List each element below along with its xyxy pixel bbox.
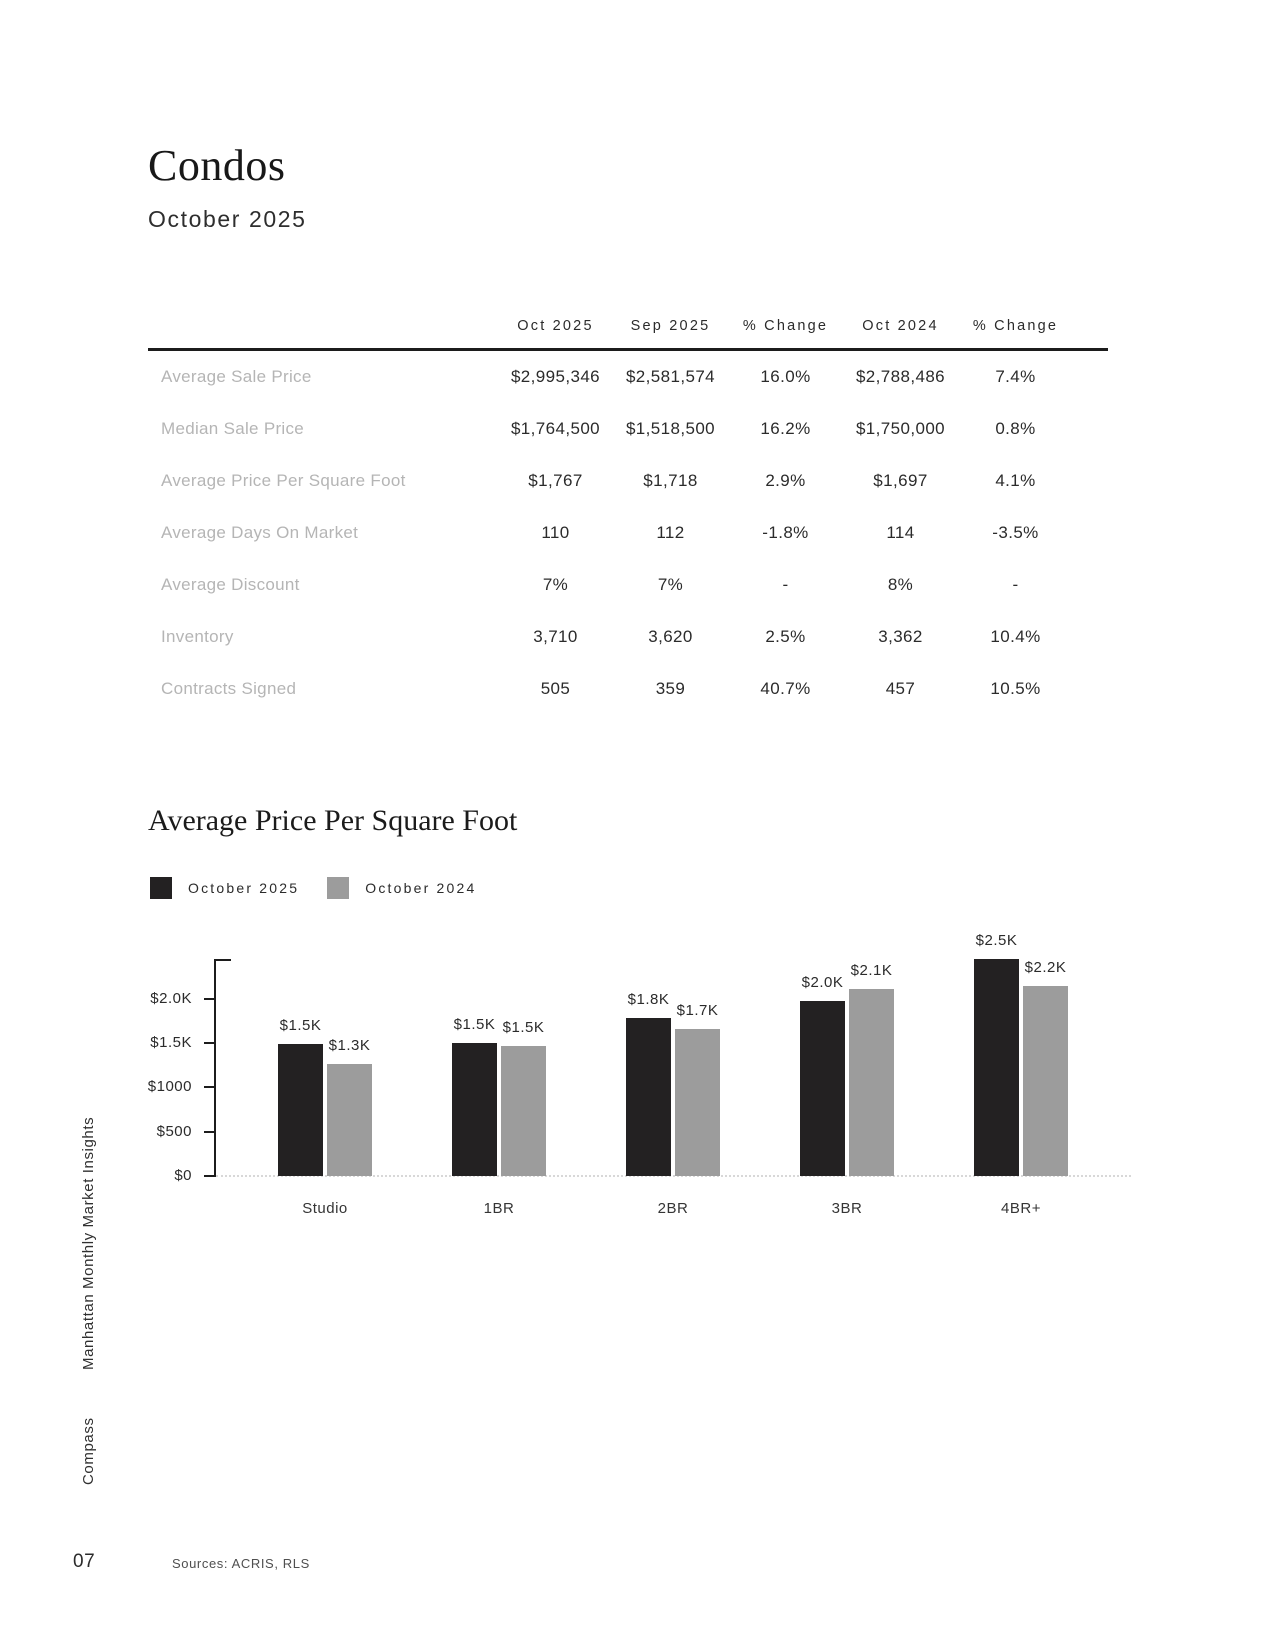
cell-value: $1,750,000 xyxy=(855,419,946,438)
y-tick xyxy=(204,1175,214,1177)
bar-chart-plot xyxy=(147,932,1131,1217)
bar-value-label: $2.1K xyxy=(850,962,893,979)
bar-value-label: $2.2K xyxy=(1024,959,1067,976)
cell-value: $1,697 xyxy=(873,471,928,490)
category-label: Studio xyxy=(302,1200,348,1217)
cell-value: 3,362 xyxy=(878,627,923,646)
y-tick-label: $2.0K xyxy=(150,989,192,1007)
category-label: 2BR xyxy=(657,1200,689,1217)
bar-oct-2025 xyxy=(974,959,1019,1176)
table-header-row xyxy=(148,318,1108,351)
bar-oct-2025 xyxy=(452,1043,497,1176)
cell-value: 7% xyxy=(657,575,684,594)
table-body xyxy=(148,351,1108,715)
metrics-table xyxy=(148,318,1108,715)
cell-value: $1,767 xyxy=(528,471,583,490)
sidebar-report-title: Manhattan Monthly Market Insights xyxy=(80,1116,97,1370)
table-row xyxy=(148,455,1108,507)
bar-oct-2025 xyxy=(800,1001,845,1176)
bar-value-label: $1.5K xyxy=(502,1019,545,1036)
cell-value: 7.4% xyxy=(995,367,1036,386)
table-row xyxy=(148,611,1108,663)
cell-value: 114 xyxy=(886,523,915,542)
column-header: % Change xyxy=(742,318,829,334)
cell-value: 359 xyxy=(655,679,686,698)
legend-item xyxy=(327,877,476,899)
cell-value: 4.1% xyxy=(995,471,1036,490)
bar-value-label: $2.5K xyxy=(975,932,1018,949)
cell-value: 16.0% xyxy=(760,367,811,386)
cell-value: 457 xyxy=(885,679,916,698)
legend-swatch xyxy=(327,877,349,899)
y-axis-line xyxy=(214,959,216,1177)
page-title: Condos xyxy=(148,141,286,190)
cell-value: 110 xyxy=(541,523,570,542)
bar-oct-2025 xyxy=(626,1018,671,1176)
legend-swatch xyxy=(150,877,172,899)
legend-label: October 2025 xyxy=(188,880,300,896)
bar-value-label: $1.8K xyxy=(627,991,670,1008)
cell-value: - xyxy=(782,575,789,594)
y-tick-label: $0 xyxy=(174,1167,192,1184)
row-label: Average Days On Market xyxy=(161,523,359,542)
cell-value: 3,620 xyxy=(648,627,693,646)
cell-value: 3,710 xyxy=(533,627,578,646)
cell-value: 2.5% xyxy=(765,627,806,646)
table-row xyxy=(148,351,1108,403)
bar-value-label: $2.0K xyxy=(801,974,844,991)
cell-value: 10.4% xyxy=(990,627,1041,646)
page-number: 07 xyxy=(73,1551,96,1572)
cell-value: -1.8% xyxy=(762,523,809,542)
bar-oct-2024 xyxy=(675,1029,720,1176)
bar-oct-2024 xyxy=(849,989,894,1176)
bar-value-label: $1.5K xyxy=(279,1017,322,1034)
y-tick-label: $1000 xyxy=(147,1078,192,1096)
row-label: Average Price Per Square Foot xyxy=(161,471,406,490)
bar-value-label: $1.5K xyxy=(453,1016,496,1033)
chart-title: Average Price Per Square Foot xyxy=(148,804,518,837)
category-label: 3BR xyxy=(831,1200,863,1217)
legend-label: October 2024 xyxy=(365,880,477,896)
cell-value: $1,718 xyxy=(643,471,698,490)
bar-oct-2024 xyxy=(501,1046,546,1176)
cell-value: $2,581,574 xyxy=(625,367,716,386)
cell-value: 2.9% xyxy=(765,471,806,490)
column-header: Sep 2025 xyxy=(630,318,711,334)
sources-note: Sources: ACRIS, RLS xyxy=(172,1556,310,1571)
cell-value: 8% xyxy=(887,575,914,594)
cell-value: $2,788,486 xyxy=(855,367,946,386)
bar-oct-2025 xyxy=(278,1044,323,1176)
cell-value: $1,518,500 xyxy=(625,419,716,438)
row-label: Inventory xyxy=(161,627,234,646)
cell-value: 16.2% xyxy=(760,419,811,438)
cell-value: $2,995,346 xyxy=(510,367,601,386)
column-header: % Change xyxy=(972,318,1059,334)
cell-value: 7% xyxy=(542,575,569,594)
header-spacer xyxy=(148,318,498,334)
column-header: Oct 2024 xyxy=(862,318,939,334)
chart-legend xyxy=(150,877,504,899)
legend-item xyxy=(150,877,299,899)
y-axis-top-cap xyxy=(214,959,231,961)
category-label: 1BR xyxy=(483,1200,515,1217)
y-tick xyxy=(204,998,214,1000)
table-row xyxy=(148,663,1108,715)
y-tick-label: $1.5K xyxy=(150,1034,192,1052)
y-tick xyxy=(204,1131,214,1133)
y-tick xyxy=(204,1042,214,1044)
y-tick-label: $500 xyxy=(156,1122,192,1140)
sidebar-brand: Compass xyxy=(80,1417,97,1485)
table-row xyxy=(148,507,1108,559)
row-label: Average Sale Price xyxy=(161,367,312,386)
category-label: 4BR+ xyxy=(1001,1200,1041,1217)
cell-value: 0.8% xyxy=(995,419,1036,438)
bar-value-label: $1.7K xyxy=(676,1002,719,1019)
page-subtitle: October 2025 xyxy=(148,206,307,232)
cell-value: -3.5% xyxy=(992,523,1039,542)
bar-value-label: $1.3K xyxy=(328,1037,371,1054)
cell-value: 112 xyxy=(656,523,685,542)
row-label: Average Discount xyxy=(161,575,300,594)
cell-value: 10.5% xyxy=(990,679,1041,698)
cell-value: $1,764,500 xyxy=(510,419,601,438)
cell-value: 40.7% xyxy=(760,679,811,698)
bar-oct-2024 xyxy=(1023,986,1068,1176)
bar-oct-2024 xyxy=(327,1064,372,1176)
y-tick xyxy=(204,1086,214,1088)
table-row xyxy=(148,403,1108,455)
row-label: Contracts Signed xyxy=(161,679,297,698)
cell-value: - xyxy=(1012,575,1019,594)
row-label: Median Sale Price xyxy=(161,419,305,438)
table-row xyxy=(148,559,1108,611)
cell-value: 505 xyxy=(540,679,571,698)
column-header: Oct 2025 xyxy=(517,318,594,334)
